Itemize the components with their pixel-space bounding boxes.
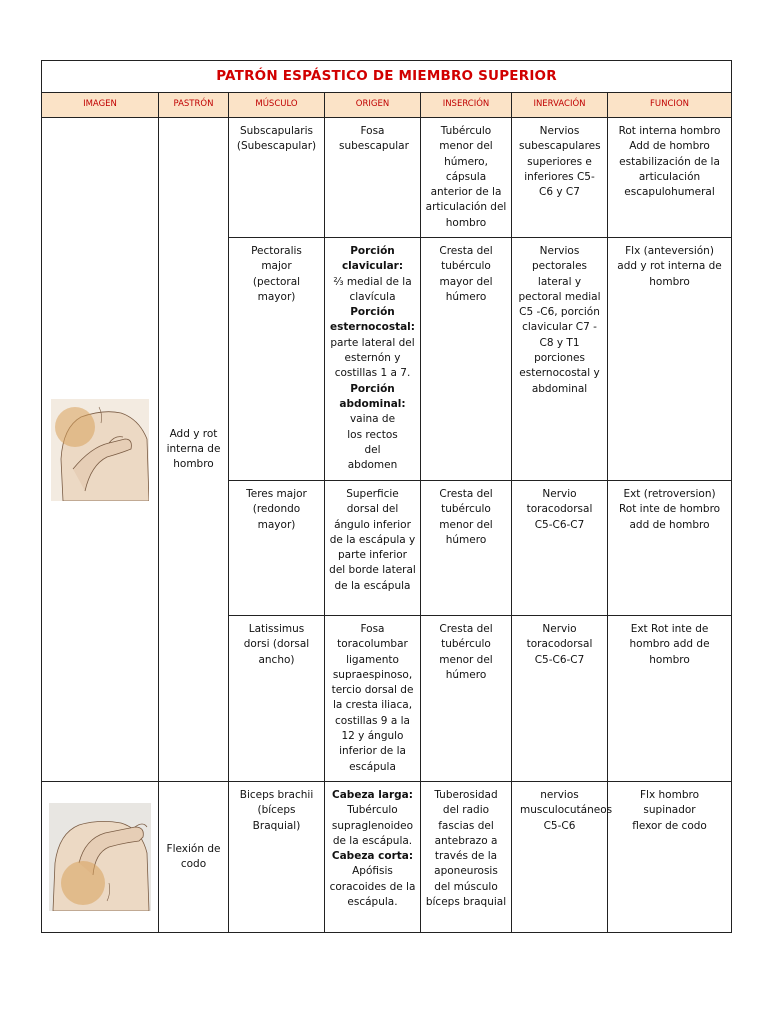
header-funcion: FUNCION xyxy=(608,93,732,118)
innervation-cell: Nervios subescapulares superiores e inferiores C5-C6 y C7 xyxy=(519,125,601,199)
header-origen: ORIGEN xyxy=(325,93,421,118)
origin-text: parte lateral del esternón y costillas 1 a 7. xyxy=(330,336,415,380)
pattern-label: Flexión de codo xyxy=(166,842,221,870)
muscle-cell: Subscapularis (Subescapular) xyxy=(236,125,317,153)
muscle-table xyxy=(41,60,732,933)
function-cell: Flx (anteversión) add y rot interna de hombro xyxy=(617,245,722,288)
insertion-cell: Tubérculo menor del húmero, cápsula anterior de la articulación del hombro xyxy=(425,125,507,229)
insertion-cell: Cresta del tubérculo menor del húmero xyxy=(439,488,493,546)
header-insercion: INSERCIÓN xyxy=(421,93,512,118)
table-row xyxy=(42,118,732,238)
pattern-cell xyxy=(159,118,229,782)
innervation-cell: Nervios pectorales lateral y pectoral medial C5 -C6, porción clavicular C7 -C8 y T1 porciones esternocostal y abdominal xyxy=(518,245,601,395)
origin-heading: Porción esternocostal: xyxy=(330,306,415,334)
insertion-cell: Cresta del tubérculo menor del húmero xyxy=(439,623,493,681)
innervation-cell: Nervio toracodorsal C5-C6-C7 xyxy=(526,488,593,531)
pattern-cell xyxy=(159,782,229,933)
origin-cell xyxy=(325,238,420,477)
function-cell: Flx hombro supinador flexor de codo xyxy=(632,789,707,832)
origin-heading: Porción abdominal: xyxy=(339,382,406,410)
insertion-cell: Tuberosidad del radio fascias del antebrazo a través de la aponeurosis del músculo bíceps braquial xyxy=(425,789,507,909)
innervation-cell: Nervio toracodorsal C5-C6-C7 xyxy=(526,623,593,666)
header-imagen: IMAGEN xyxy=(42,93,159,118)
origin-cell xyxy=(325,782,420,914)
header-musculo: MÚSCULO xyxy=(229,93,325,118)
muscle-cell: Latissimus dorsi (dorsal ancho) xyxy=(243,623,310,666)
origin-cell xyxy=(325,616,420,779)
origin-text: ⅔ medial de la clavícula xyxy=(333,275,412,303)
image-cell xyxy=(42,782,159,933)
muscle-cell: Teres major (redondo mayor) xyxy=(246,488,307,531)
origin-text: Apófisis coracoides de la escápula. xyxy=(329,865,416,909)
shoulder-adduction-illustration xyxy=(51,399,149,501)
origin-text: Fosa subescapular xyxy=(339,125,409,153)
function-cell: Rot interna hombro Add de hombro estabilización de la articulación escapulohumeral xyxy=(618,125,721,199)
function-cell: Ext (retroversion) Rot inte de hombro add de hombro xyxy=(618,488,721,531)
origin-heading: Cabeza corta: xyxy=(331,850,414,863)
function-cell: Ext Rot inte de hombro add de hombro xyxy=(629,623,710,666)
origin-text: Fosa toracolumbar ligamento supraespinoso, tercio dorsal de la cresta iliaca, costillas 9 a la 12 y ángulo inferior de la escápula xyxy=(331,623,414,773)
origin-heading: Cabeza larga: xyxy=(332,789,413,801)
origin-text: vaina de los rectos del abdomen xyxy=(347,413,398,472)
origin-cell xyxy=(325,481,420,598)
origin-heading: Porción clavicular: xyxy=(341,245,404,273)
page-title: PATRÓN ESPÁSTICO DE MIEMBRO SUPERIOR xyxy=(42,61,732,93)
header-inervacion: INERVACIÓN xyxy=(512,93,608,118)
header-patron: PASTRÓN xyxy=(159,93,229,118)
innervation-cell: nervios musculocutáneos C5-C6 xyxy=(520,789,613,832)
elbow-flexion-illustration xyxy=(49,803,151,911)
table-row xyxy=(42,782,732,933)
insertion-cell: Cresta del tubérculo mayor del húmero xyxy=(439,245,493,303)
image-cell xyxy=(42,118,159,782)
pattern-label: Add y rot interna de hombro xyxy=(166,427,221,471)
origin-text: Superficie dorsal del ángulo inferior de la escápula y parte inferior del borde lateral de la escápula xyxy=(329,488,416,592)
origin-cell xyxy=(325,118,420,159)
muscle-cell: Pectoralis major (pectoral mayor) xyxy=(251,245,302,303)
muscle-cell: Biceps brachii (bíceps Braquial) xyxy=(239,789,314,832)
origin-text: Tubérculo supraglenoideo de la escápula. xyxy=(331,804,414,847)
